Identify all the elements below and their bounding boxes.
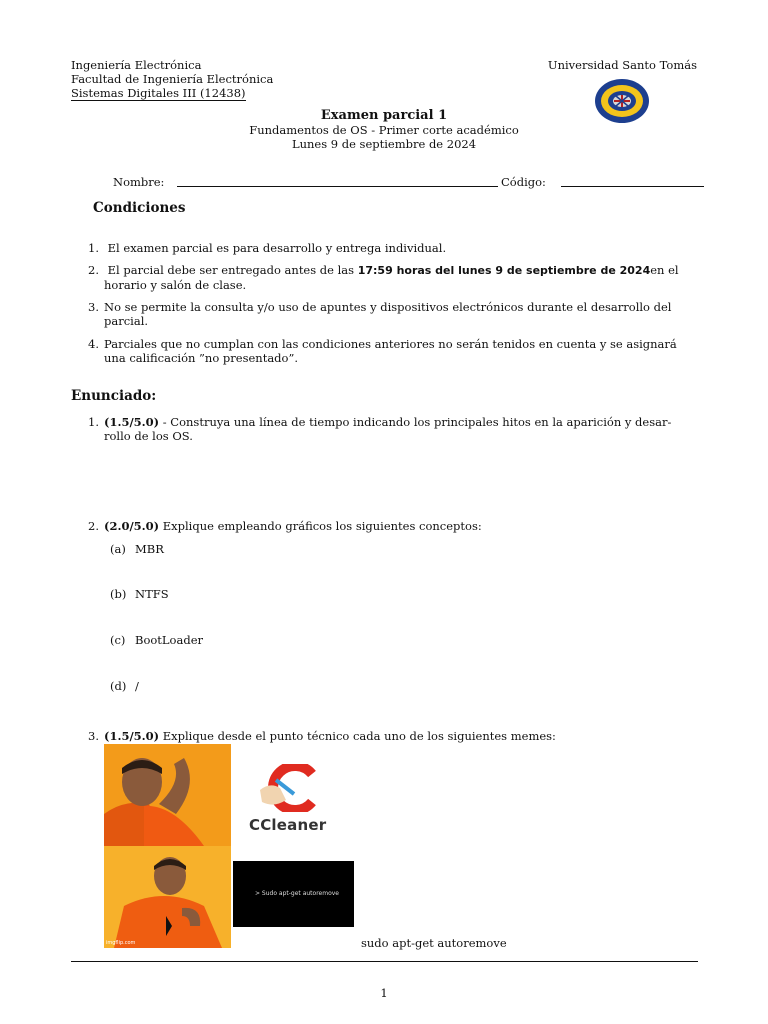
statement-heading: Enunciado: — [71, 388, 157, 404]
question-text: Explique empleando gráficos los siguientes conceptos: — [159, 519, 482, 533]
conditions-heading: Condiciones — [93, 200, 186, 216]
meme-panel-disapprove — [104, 744, 231, 846]
subitem-label: (b) — [110, 587, 127, 601]
name-field[interactable] — [177, 185, 498, 187]
subitem-label: (a) — [110, 542, 126, 556]
subitem-label: (d) — [110, 679, 127, 693]
condition-text: No se permite la consulta y/o uso de apuntes y dispositivos electrónicos durante el desarrollo del — [104, 300, 672, 314]
question-2 — [88, 519, 698, 533]
deadline-text: 17:59 horas del lunes 9 de septiembre de 2024 — [357, 264, 651, 277]
question-text: Explique desde el punto técnico cada uno de los siguientes memes: — [159, 729, 556, 743]
condition-item — [88, 241, 698, 255]
question-number: 2. — [88, 519, 99, 533]
condition-number: 2. — [88, 263, 99, 277]
subitem-mbr — [110, 542, 164, 556]
condition-text: Parciales que no cumplan con las condiciones anteriores no serán tenidos en cuenta y se asignará — [104, 337, 677, 351]
question-score: (2.0/5.0) — [104, 519, 160, 533]
exam-date: Lunes 9 de septiembre de 2024 — [291, 137, 477, 151]
exam-subtitle: Fundamentos de OS - Primer corte académico — [249, 123, 519, 137]
name-label: Nombre: — [113, 175, 165, 189]
subitem-root — [110, 679, 139, 693]
question-number: 3. — [88, 729, 99, 743]
question-number: 1. — [88, 415, 99, 429]
exam-title: Examen parcial 1 — [320, 108, 448, 123]
question-text: - Construya una línea de tiempo indicando los principales hitos en la aparición y desar- — [159, 415, 672, 429]
drake-approve-image — [104, 846, 231, 948]
subitem-bootloader — [110, 633, 203, 647]
condition-item — [88, 263, 698, 292]
terminal-image — [233, 861, 354, 927]
course-name: Sistemas Digitales III (12438) — [71, 86, 246, 100]
drake-disapprove-image — [104, 744, 231, 846]
header-left — [71, 58, 273, 101]
condition-text: parcial. — [104, 314, 149, 328]
subitem-ntfs — [110, 587, 169, 601]
watermark: imgflip.com — [106, 940, 136, 946]
footer-rule — [71, 961, 698, 962]
question-3 — [88, 729, 698, 743]
faculty-name: Facultad de Ingeniería Electrónica — [71, 72, 274, 86]
page-number: 1 — [380, 986, 388, 1000]
condition-number: 1. — [88, 241, 99, 255]
subitem-text: NTFS — [135, 587, 169, 601]
terminal-text: > Sudo apt-get autoremove — [255, 890, 339, 897]
condition-text: El parcial debe ser entregado antes de las — [107, 263, 358, 277]
ccleaner-logo — [246, 764, 336, 834]
subitem-text: / — [135, 679, 139, 693]
condition-text: El examen parcial es para desarrollo y entrega individual. — [107, 241, 447, 255]
question-score: (1.5/5.0) — [104, 415, 160, 429]
ccleaner-text: CCleaner — [249, 816, 327, 834]
code-label: Código: — [501, 175, 546, 189]
subitem-label: (c) — [110, 633, 126, 647]
subitem-text: MBR — [135, 542, 164, 556]
code-field[interactable] — [561, 185, 704, 187]
condition-text: horario y salón de clase. — [104, 278, 247, 292]
meme-caption: sudo apt-get autoremove — [361, 936, 507, 950]
condition-text: una calificación ”no presentado”. — [104, 351, 298, 365]
condition-item — [88, 300, 698, 328]
condition-item — [88, 337, 698, 365]
ccleaner-icon — [246, 764, 336, 812]
meme-panel-approve — [104, 846, 231, 948]
condition-number: 3. — [88, 300, 99, 314]
university-name: Universidad Santo Tomás — [547, 58, 697, 72]
condition-text: en el — [650, 263, 679, 277]
condition-number: 4. — [88, 337, 99, 351]
question-score: (1.5/5.0) — [104, 729, 160, 743]
subitem-text: BootLoader — [135, 633, 204, 647]
program-name: Ingeniería Electrónica — [71, 58, 202, 72]
question-text: rollo de los OS. — [104, 429, 193, 443]
question-1 — [88, 415, 698, 443]
